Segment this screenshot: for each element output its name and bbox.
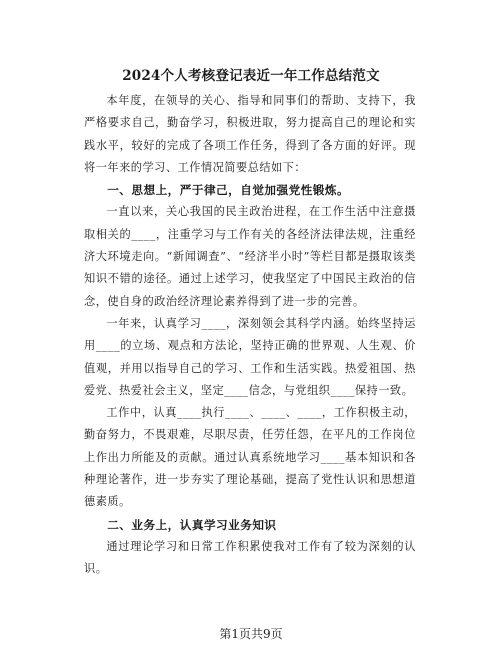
section-heading-1: 一、思想上，严于律己，自觉加强党性锻炼。 <box>107 183 350 198</box>
intro-paragraph: 本年度，在领导的关心、指导和同事们的帮助、支持下，我严格要求自己，勤奋学习，积极进取，努力提高自己的理论和实践水平，较好的完成了各项工作任务，得到了各方面的好评。现将一年来的学习、工作情况简要总结如下： <box>84 94 416 174</box>
body-paragraph: 一年来，认真学习____，深刻领会其科学内涵。始终坚持运用____的立场、观点和方法论，坚持正确的世界观、人生观、价值观，并用以指导自己的学习、工作和生活实践。热爱祖国、热爱党、热爱社会主义，坚定____信念，与党组织____保持一致。 <box>84 316 416 397</box>
page-number-footer: 第1页共9页 <box>219 627 283 641</box>
body-paragraph: 通过理论学习和日常工作积累使我对工作有了较为深刻的认识。 <box>84 539 416 576</box>
document-body <box>84 90 416 581</box>
body-paragraph: 一直以来，关心我国的民主政治进程，在工作生活中注意摄取相关的____，注重学习与工作有关的各经济法律法规，注重经济大环境走向。“新闻调查”、“经济半小时”等栏目都是摄取该类知识不错的途径。通过上述学习，使我坚定了中国民主政治的信念，使自身的政治经济理论素养得到了进一步的完善。 <box>84 205 416 308</box>
document-title: 2024个人考核登记表近一年工作总结范文 <box>122 68 380 84</box>
section-heading-2: 二、业务上，认真学习业务知识 <box>107 517 277 532</box>
body-paragraph: 工作中，认真____执行____、____、____，工作积极主动，勤奋努力，不畏艰难，尽职尽责，任劳任怨，在平凡的工作岗位上作出力所能及的贡献。通过认真系统地学习____基本知识和各种理论著作，进一步夯实了理论基础，提高了党性认识和思想道德素质。 <box>84 406 416 509</box>
